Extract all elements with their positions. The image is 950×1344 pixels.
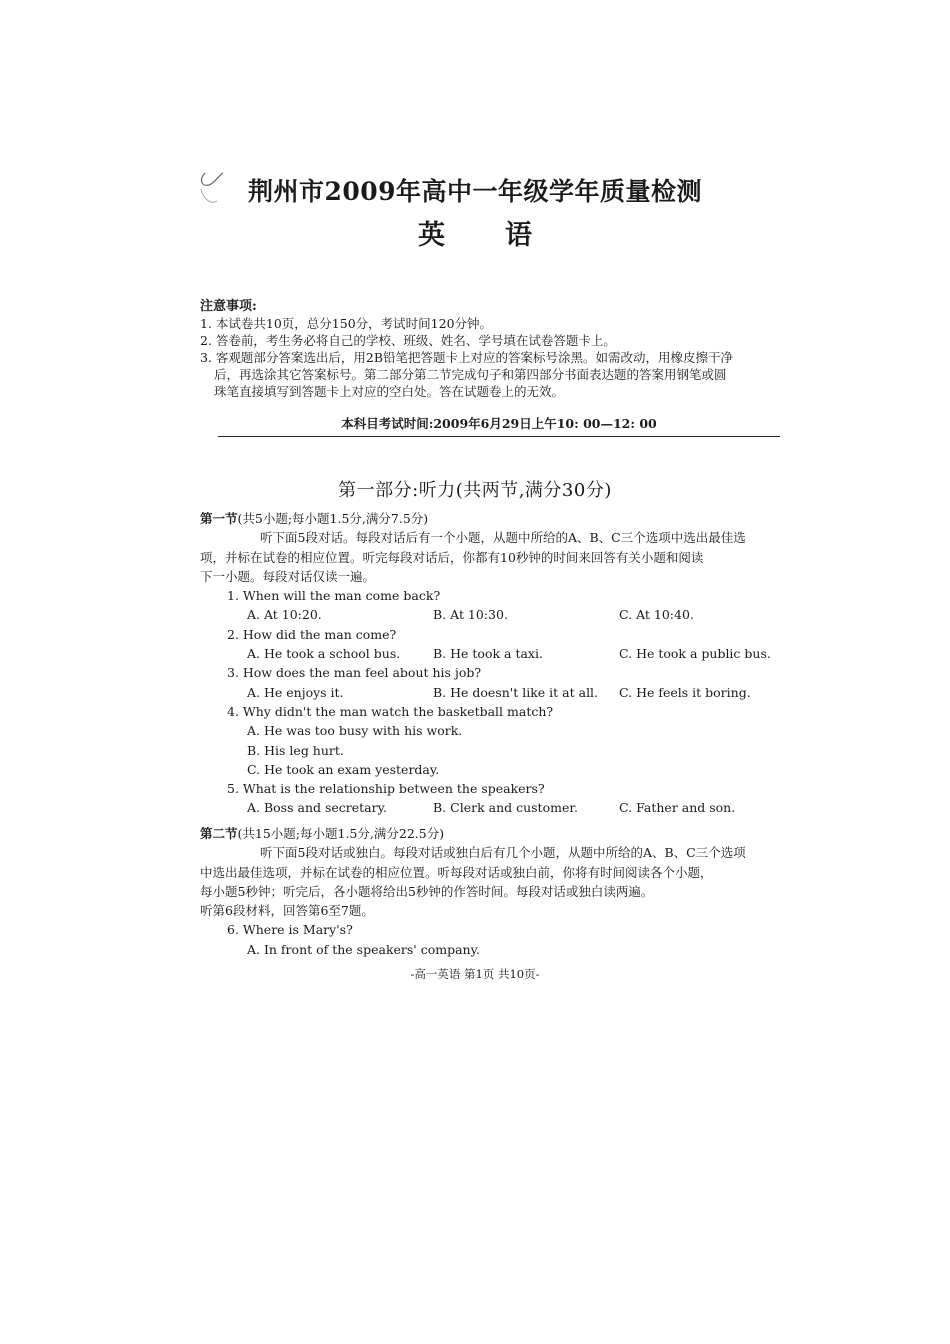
note-item: 1. 本试卷共10页，总分150分，考试时间120分钟。 (200, 316, 493, 331)
question-text: 4. Why didn't the man watch the basketball match? (227, 703, 554, 719)
option-b: B. At 10:30. (433, 607, 508, 623)
section-instructions: 项，并标在试卷的相应位置。听完每段对话后，你都有10秒钟的时间来回答有关小题和阅读 (200, 549, 704, 565)
material-instruction: 听第6段材料，回答第6至7题。 (200, 903, 374, 919)
note-item: 3. 客观题部分答案选出后，用2B铅笔把答题卡上对应的答案标号涂黑。如需改动，用橡皮擦干净 (200, 350, 734, 365)
question-options (200, 605, 805, 624)
option-c: C. At 10:40. (619, 607, 694, 623)
section-heading (200, 824, 805, 843)
section-instructions: 下一小题。每段对话仅读一遍。 (200, 568, 376, 584)
exam-time: 本科目考试时间:2009年6月29日上午10: 00—12: 00 (218, 414, 780, 437)
section-2 (200, 824, 805, 959)
option-b: B. He took a taxi. (433, 646, 543, 662)
exam-title: 荆州市2009年高中一年级学年质量检测 (247, 177, 703, 206)
question-options (200, 644, 805, 663)
section-instructions: 听下面5段对话或独白。每段对话或独白后有几个小题，从题中所给的A、B、C三个选项 (260, 845, 746, 861)
question-text: 3. How does the man feel about his job? (227, 665, 482, 681)
note-item-continued: 后，再选涂其它答案标号。第二部分第二节完成句子和第四部分书面表达题的答案用钢笔或圆 (214, 367, 727, 382)
section-meta: (共15小题;每小题1.5分,满分22.5分) (237, 826, 445, 841)
option-c: C. He took an exam yesterday. (247, 761, 440, 777)
option-a: A. He enjoys it. (247, 684, 344, 700)
section-instructions: 每小题5秒钟；听完后，各小题将给出5秒钟的作答时间。每段对话或独白读两遍。 (200, 883, 654, 899)
option-b: B. He doesn't like it at all. (433, 684, 599, 700)
section-meta: (共5小题;每小题1.5分,满分7.5分) (237, 511, 429, 526)
question-options (200, 798, 805, 817)
option-c: C. He feels it boring. (619, 684, 751, 700)
option-a: A. He took a school bus. (247, 646, 401, 662)
note-item: 2. 答卷前，考生务必将自己的学校、班级、姓名、学号填在试卷答题卡上。 (200, 333, 616, 348)
exam-subject: 英语 (418, 220, 592, 251)
notes-heading: 注意事项: (200, 299, 257, 314)
question-text: 6. Where is Mary's? (227, 922, 353, 938)
option-c: C. He took a public bus. (619, 646, 771, 662)
option-a: A. In front of the speakers' company. (247, 941, 480, 957)
option-b: B. Clerk and customer. (433, 800, 578, 816)
notes-block (200, 298, 805, 400)
page-footer: -高一英语 第1页 共10页- (410, 967, 540, 981)
option-b: B. His leg hurt. (247, 742, 344, 758)
section-instructions: 中选出最佳选项，并标在试卷的相应位置。听每段对话或独白前，你将有时间阅读各个小题， (200, 864, 713, 880)
question-text: 5. What is the relationship between the speakers? (227, 781, 545, 797)
section-instructions: 听下面5段对话。每段对话后有一个小题，从题中所给的A、B、C三个选项中选出最佳选 (260, 530, 746, 546)
question-options (200, 683, 805, 702)
section-label: 第一节 (200, 511, 238, 526)
part1-title: 第一部分:听力(共两节,满分30分) (338, 480, 612, 501)
option-c: C. Father and son. (619, 800, 736, 816)
option-a: A. He was too busy with his work. (247, 723, 463, 739)
section-1 (200, 509, 805, 818)
option-a: A. Boss and secretary. (247, 800, 387, 816)
question-text: 1. When will the man come back? (227, 588, 441, 604)
section-label: 第二节 (200, 826, 238, 841)
option-a: A. At 10:20. (247, 607, 322, 623)
question-text: 2. How did the man come? (227, 626, 397, 642)
section-heading (200, 509, 805, 528)
note-item-continued: 珠笔直接填写到答题卡上对应的空白处。答在试题卷上的无效。 (214, 384, 565, 399)
